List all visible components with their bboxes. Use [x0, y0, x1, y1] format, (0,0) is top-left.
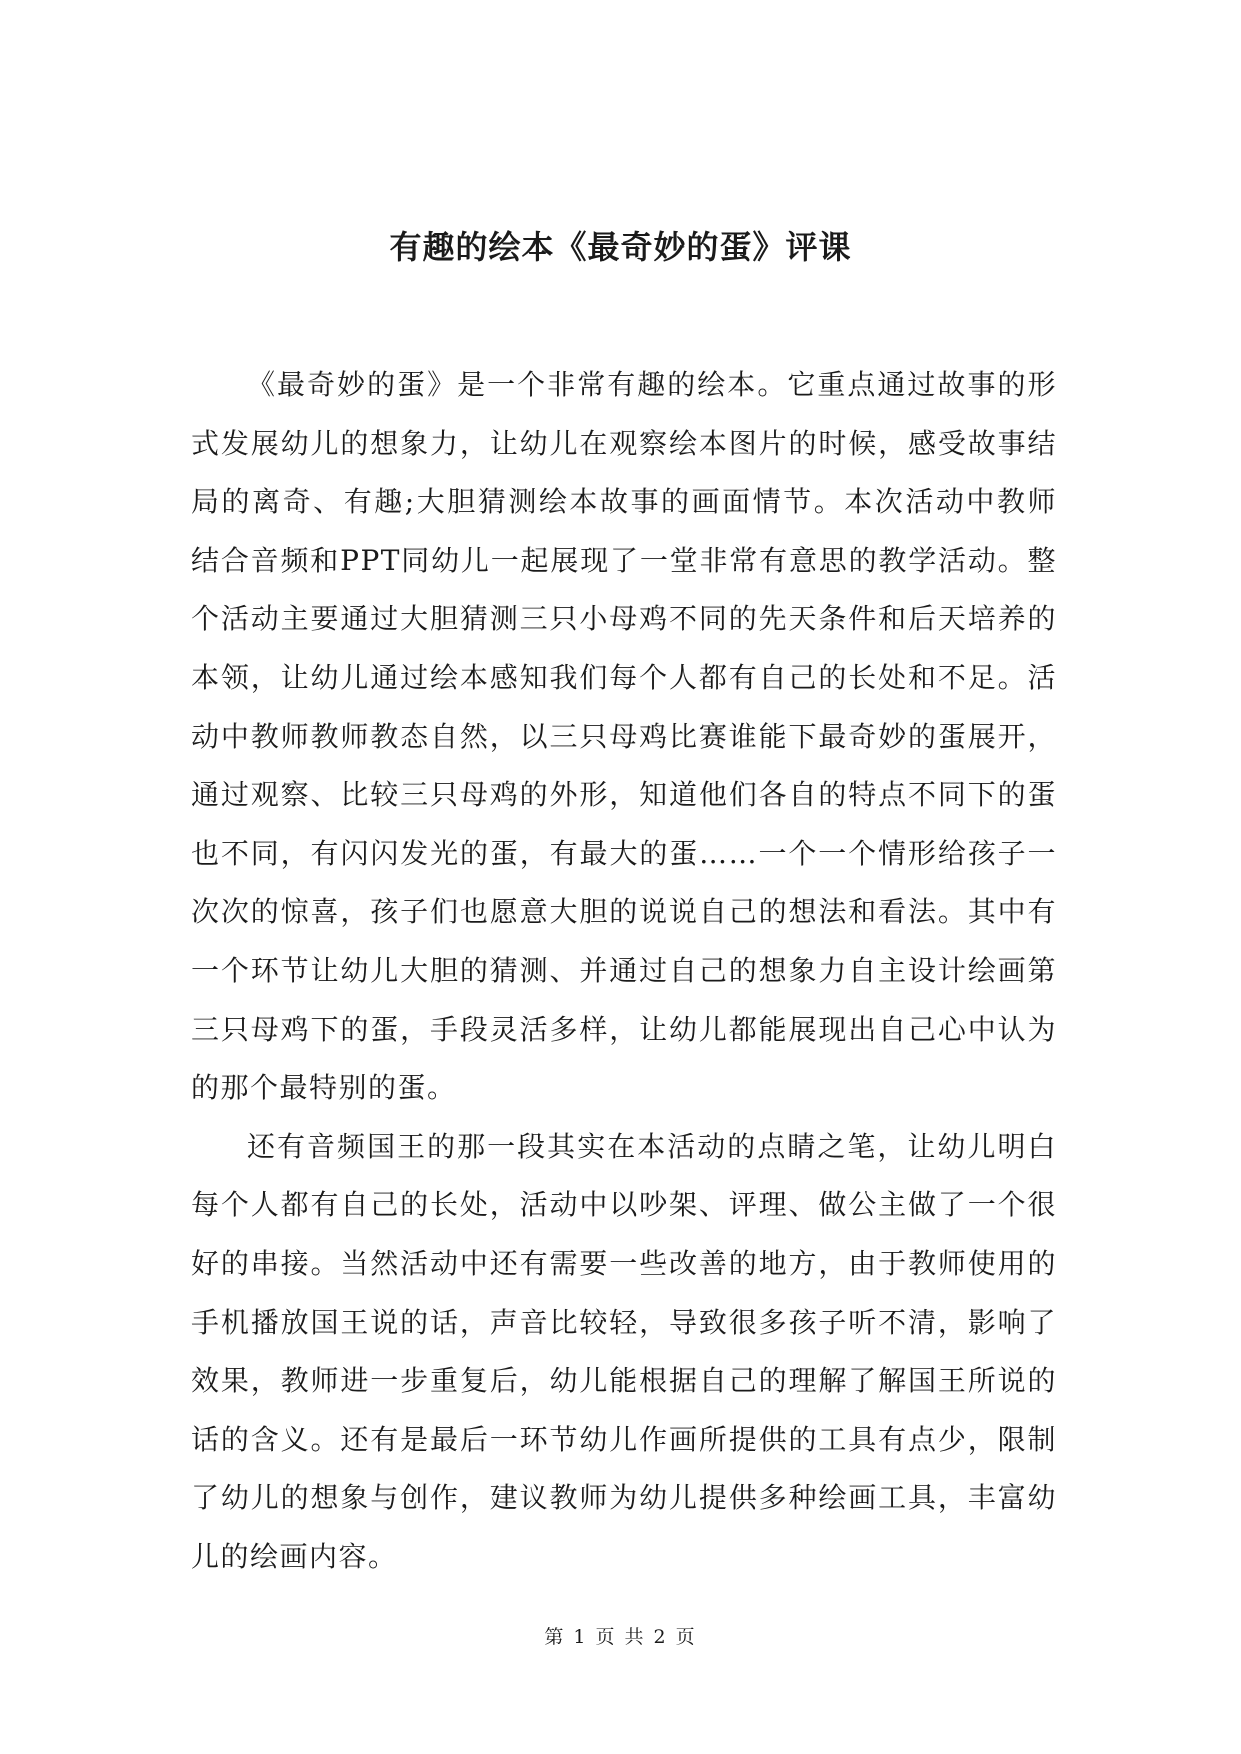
document-title: 有趣的绘本《最奇妙的蛋》评课 — [389, 228, 852, 266]
page-number-footer: 第 1 页 共 2 页 — [544, 1626, 697, 1648]
document-body — [191, 356, 1057, 1586]
paragraph-2: 还有音频国王的那一段其实在本活动的点睛之笔，让幼儿明白每个人都有自己的长处，活动中以吵架、评理、做公主做了一个很好的串接。当然活动中还有需要一些改善的地方，由于教师使用的手机播放国王说的话，声音比较轻，导致很多孩子听不清，影响了效果，教师进一步重复后，幼儿能根据自己的理解了解国王所说的话的含义。还有是最后一环节幼儿作画所提供的工具有点少，限制了幼儿的想象与创作，建议教师为幼儿提供多种绘画工具，丰富幼儿的绘画内容。 — [191, 1129, 1057, 1573]
paragraph-1: 《最奇妙的蛋》是一个非常有趣的绘本。它重点通过故事的形式发展幼儿的想象力，让幼儿在观察绘本图片的时候，感受故事结局的离奇、有趣;大胆猜测绘本故事的画面情节。本次活动中教师结合音频和PPT同幼儿一起展现了一堂非常有意思的教学活动。整个活动主要通过大胆猜测三只小母鸡不同的先天条件和后天培养的本领，让幼儿通过绘本感知我们每个人都有自己的长处和不足。活动中教师教师教态自然，以三只母鸡比赛谁能下最奇妙的蛋展开，通过观察、比较三只母鸡的外形，知道他们各自的特点不同下的蛋也不同，有闪闪发光的蛋，有最大的蛋……一个一个情形给孩子一次次的惊喜，孩子们也愿意大胆的说说自己的想法和看法。其中有一个环节让幼儿大胆的猜测、并通过自己的想象力自主设计绘画第三只母鸡下的蛋，手段灵活多样，让幼儿都能展现出自己心中认为的那个最特别的蛋。 — [191, 368, 1057, 1105]
